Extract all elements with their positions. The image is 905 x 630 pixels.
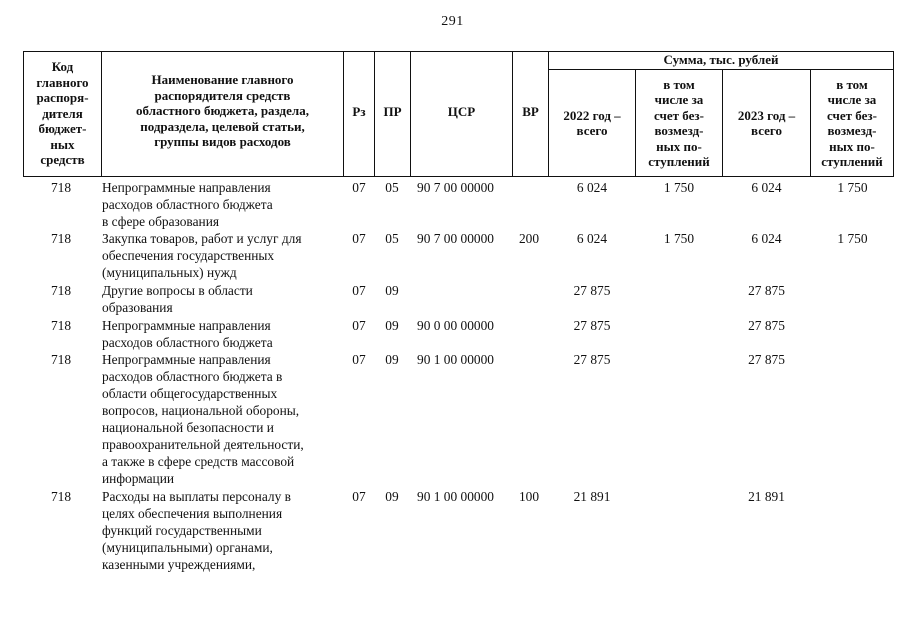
cell-code: 718 — [50, 283, 72, 298]
col-border — [893, 51, 894, 177]
header-2022-total: 2022 год – всего — [563, 107, 621, 138]
cell-rz: 07 — [352, 489, 366, 504]
header-2022-free: в том числе за счет без- возмезд- ных по- ступлений — [648, 76, 710, 169]
cell-code: 718 — [50, 180, 72, 195]
cell-sum-2022: 6 024 — [576, 180, 608, 195]
cell-sum-2022: 21 891 — [573, 489, 611, 504]
header-code: Код главного распоря- дителя бюджет- ных средств — [36, 59, 89, 168]
cell-pr: 09 — [385, 489, 399, 504]
cell-csr: 90 1 00 00000 — [417, 489, 494, 504]
cell-code: 718 — [50, 318, 72, 333]
cell-sum-2023: 27 875 — [748, 283, 785, 298]
cell-free-2023: 1 750 — [837, 180, 868, 195]
cell-sum-2023: 6 024 — [751, 180, 782, 195]
cell-rz: 07 — [352, 318, 366, 333]
cell-pr: 09 — [385, 352, 399, 367]
header-rz: Рз — [352, 104, 366, 120]
cell-pr: 09 — [385, 318, 399, 333]
header-bottom-border — [23, 176, 894, 177]
cell-csr: 90 7 00 00000 — [417, 231, 494, 246]
cell-rz: 07 — [352, 352, 366, 367]
header-csr: ЦСР — [447, 104, 476, 120]
header-sum-group: Сумма, тыс. рублей — [663, 52, 779, 68]
cell-sum-2022: 27 875 — [573, 318, 611, 333]
cell-free-2022: 1 750 — [663, 231, 695, 246]
cell-pr: 05 — [385, 231, 399, 246]
header-vr: ВР — [522, 104, 539, 120]
cell-rz: 07 — [352, 231, 366, 246]
cell-sum-2022: 27 875 — [573, 352, 611, 367]
cell-name: Расходы на выплаты персоналу в целях обеспечения выполнения функций государственными (муниципальными) органами, казенными учреждениями, — [102, 489, 291, 572]
cell-code: 718 — [50, 231, 72, 246]
cell-name: Непрограммные направления расходов областного бюджета в области общегосударственных вопросов, национальной обороны, национальной безопасности и правоохранительной деятельности, а также в сфере средств массовой информации — [102, 352, 304, 486]
cell-sum-2023: 27 875 — [748, 352, 785, 367]
cell-name: Непрограммные направления расходов областного бюджета в сфере образования — [102, 180, 273, 229]
page-number: 291 — [441, 14, 464, 29]
cell-sum-2022: 6 024 — [576, 231, 608, 246]
cell-name: Закупка товаров, работ и услуг для обеспечения государственных (муниципальных) нужд — [102, 231, 302, 280]
cell-csr: 90 0 00 00000 — [417, 318, 494, 333]
cell-pr: 05 — [385, 180, 399, 195]
cell-code: 718 — [50, 489, 72, 504]
cell-name: Непрограммные направления расходов областного бюджета — [102, 318, 273, 350]
cell-csr: 90 7 00 00000 — [417, 180, 494, 195]
header-2023-total: 2023 год – всего — [737, 107, 796, 138]
cell-vr: 200 — [518, 231, 540, 246]
cell-sum-2023: 21 891 — [748, 489, 785, 504]
header-name: Наименование главного распорядителя средств областного бюджета, раздела, подраздела, целевой статьи, группы видов расходов — [136, 72, 309, 150]
table-header — [23, 51, 894, 177]
cell-sum-2022: 27 875 — [573, 283, 611, 298]
cell-pr: 09 — [385, 283, 399, 298]
cell-rz: 07 — [352, 283, 366, 298]
cell-code: 718 — [50, 352, 72, 367]
header-pr: ПР — [383, 104, 402, 120]
header-2023-free: в том числе за счет без- возмезд- ных по- ступлений — [821, 76, 883, 169]
cell-name: Другие вопросы в области образования — [102, 283, 253, 315]
cell-csr: 90 1 00 00000 — [417, 352, 494, 367]
cell-free-2022: 1 750 — [663, 180, 695, 195]
cell-sum-2023: 6 024 — [751, 231, 782, 246]
cell-vr: 100 — [518, 489, 540, 504]
cell-free-2023: 1 750 — [837, 231, 868, 246]
cell-rz: 07 — [352, 180, 366, 195]
cell-sum-2023: 27 875 — [748, 318, 785, 333]
